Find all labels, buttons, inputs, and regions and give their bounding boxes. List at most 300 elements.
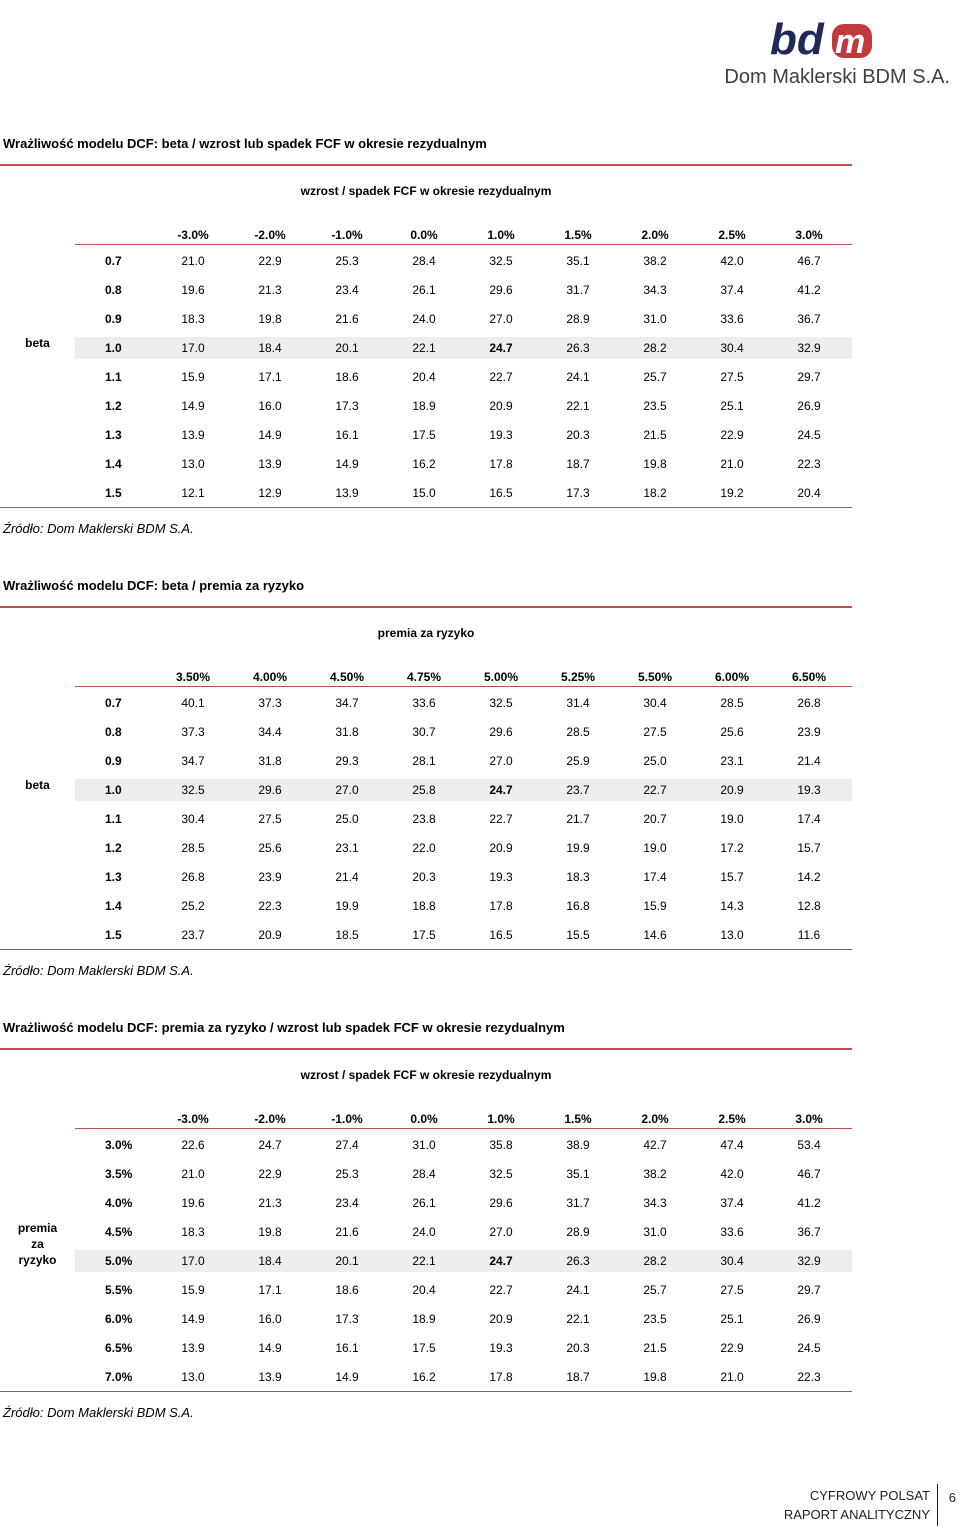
table-cell: 16.1: [335, 428, 359, 442]
table-cell: 23.4: [335, 1196, 359, 1210]
table-cell: 41.2: [797, 283, 821, 297]
table-cell: 32.9: [797, 341, 821, 355]
table-cell: 31.7: [566, 1196, 590, 1210]
table-bottom-border: [0, 949, 852, 950]
table-cell: 16.8: [566, 899, 590, 913]
table-cell: 19.8: [258, 312, 282, 326]
table-cell: 14.9: [335, 457, 359, 471]
table-cell: 34.3: [643, 1196, 667, 1210]
table-cell: 13.0: [720, 928, 744, 942]
table-cell: 20.4: [412, 370, 436, 384]
table-cell: 23.5: [643, 1312, 667, 1326]
table-cell: 29.7: [797, 370, 821, 384]
table-cell: 36.7: [797, 312, 821, 326]
table-cell: 18.9: [412, 1312, 436, 1326]
header-divider: [75, 686, 852, 687]
table-cell: 29.6: [489, 1196, 513, 1210]
table-cell: 28.2: [643, 341, 667, 355]
table-cell: 18.7: [566, 457, 590, 471]
table-cell: 24.7: [258, 1138, 282, 1152]
table-cell: 22.1: [566, 399, 590, 413]
table-cell: 25.6: [720, 725, 744, 739]
column-header: 0.0%: [410, 228, 438, 242]
table-cell: 20.1: [335, 1254, 359, 1268]
table-cell: 20.9: [720, 783, 744, 797]
column-header: -2.0%: [254, 1112, 286, 1126]
row-group-header: beta: [25, 336, 50, 350]
table-cell: 31.8: [258, 754, 282, 768]
row-label: 0.7: [105, 254, 122, 268]
company-logo: [690, 8, 950, 88]
table-cell: 20.3: [412, 870, 436, 884]
table-cell: 21.3: [258, 283, 282, 297]
table-cell: 31.0: [412, 1138, 436, 1152]
table-cell: 25.6: [258, 841, 282, 855]
table-cell: 19.6: [181, 1196, 205, 1210]
table-cell: 26.1: [412, 1196, 436, 1210]
table-cell: 21.6: [335, 312, 359, 326]
column-header: 3.50%: [175, 670, 211, 684]
column-header: -3.0%: [177, 1112, 209, 1126]
table-cell: 20.7: [643, 812, 667, 826]
table-cell: 20.3: [566, 428, 590, 442]
table-cell: 17.5: [412, 428, 436, 442]
table-cell: 16.0: [258, 1312, 282, 1326]
table-cell: 23.9: [797, 725, 821, 739]
table-cell: 22.7: [489, 370, 513, 384]
column-header: 4.75%: [406, 670, 442, 684]
table-cell: 22.3: [797, 1370, 821, 1384]
table-cell: 17.3: [335, 1312, 359, 1326]
table-cell: 17.8: [489, 1370, 513, 1384]
table-cell: 30.4: [720, 341, 744, 355]
table-cell: 20.4: [797, 486, 821, 500]
base-case-cell: 24.7: [489, 341, 513, 355]
table-cell: 14.9: [258, 1341, 282, 1355]
column-group-header: wzrost / spadek FCF w okresie rezydualnym: [300, 1068, 552, 1082]
table-cell: 26.9: [797, 1312, 821, 1326]
table-cell: 18.4: [258, 341, 282, 355]
table-cell: 15.9: [181, 1283, 205, 1297]
table-cell: 37.4: [720, 283, 744, 297]
table-cell: 13.9: [181, 428, 205, 442]
table-cell: 26.3: [566, 1254, 590, 1268]
table-cell: 13.0: [181, 457, 205, 471]
table-cell: 21.5: [643, 1341, 667, 1355]
row-group-header: premia za ryzyko: [17, 1221, 58, 1267]
table-cell: 22.9: [258, 254, 282, 268]
table-cell: 22.9: [258, 1167, 282, 1181]
table-cell: 31.0: [643, 312, 667, 326]
table-cell: 17.8: [489, 457, 513, 471]
table-cell: 19.9: [335, 899, 359, 913]
table-cell: 20.3: [566, 1341, 590, 1355]
table-cell: 11.6: [797, 928, 821, 942]
table-cell: 35.8: [489, 1138, 513, 1152]
table-cell: 18.7: [566, 1370, 590, 1384]
table-cell: 34.4: [258, 725, 282, 739]
table-cell: 19.3: [489, 870, 513, 884]
table-cell: 20.9: [258, 928, 282, 942]
table-cell: 17.0: [181, 341, 205, 355]
table-cell: 25.0: [643, 754, 667, 768]
table-cell: 32.9: [797, 1254, 821, 1268]
table-cell: 17.0: [181, 1254, 205, 1268]
table-cell: 38.2: [643, 254, 667, 268]
row-label: 1.4: [105, 899, 122, 913]
table-cell: 25.9: [566, 754, 590, 768]
table-cell: 19.8: [643, 457, 667, 471]
table-cell: 27.0: [489, 312, 513, 326]
table-cell: 15.7: [720, 870, 744, 884]
table-cell: 46.7: [797, 1167, 821, 1181]
table-cell: 19.3: [489, 1341, 513, 1355]
base-case-cell: 24.7: [489, 1254, 513, 1268]
table-cell: 27.0: [335, 783, 359, 797]
table-cell: 18.3: [181, 1225, 205, 1239]
row-label: 1.1: [105, 812, 122, 826]
table-cell: 35.1: [566, 254, 590, 268]
table-cell: 46.7: [797, 254, 821, 268]
header-divider: [75, 1128, 852, 1129]
table-cell: 23.8: [412, 812, 436, 826]
row-label: 6.5%: [105, 1341, 133, 1355]
table-cell: 17.4: [797, 812, 821, 826]
table-cell: 20.9: [489, 841, 513, 855]
table-cell: 17.5: [412, 928, 436, 942]
table-cell: 41.2: [797, 1196, 821, 1210]
table-cell: 34.7: [181, 754, 205, 768]
table-cell: 22.9: [720, 1341, 744, 1355]
table-cell: 27.5: [258, 812, 282, 826]
table-cell: 53.4: [797, 1138, 821, 1152]
row-label: 1.5: [105, 928, 122, 942]
row-label: 3.0%: [105, 1138, 133, 1152]
table-cell: 19.8: [643, 1370, 667, 1384]
table-cell: 30.4: [643, 696, 667, 710]
table-cell: 23.7: [566, 783, 590, 797]
table-cell: 32.5: [489, 254, 513, 268]
table-cell: 27.4: [335, 1138, 359, 1152]
row-label: 0.8: [105, 283, 122, 297]
table-cell: 24.5: [797, 428, 821, 442]
table-cell: 30.7: [412, 725, 436, 739]
table-cell: 13.9: [258, 457, 282, 471]
table-cell: 29.7: [797, 1283, 821, 1297]
base-case-cell: 24.7: [489, 783, 513, 797]
table-cell: 22.0: [412, 841, 436, 855]
table-cell: 30.4: [720, 1254, 744, 1268]
table-cell: 21.7: [566, 812, 590, 826]
table-cell: 28.2: [643, 1254, 667, 1268]
table-cell: 26.8: [797, 696, 821, 710]
table-cell: 19.2: [720, 486, 744, 500]
table-cell: 42.0: [720, 1167, 744, 1181]
table-cell: 17.1: [258, 370, 282, 384]
column-header: 2.5%: [718, 1112, 746, 1126]
table-cell: 42.0: [720, 254, 744, 268]
table-cell: 18.6: [335, 370, 359, 384]
table-cell: 28.5: [181, 841, 205, 855]
table-cell: 26.1: [412, 283, 436, 297]
table-cell: 16.1: [335, 1341, 359, 1355]
table-cell: 14.6: [643, 928, 667, 942]
table-title: Wrażliwość modelu DCF: premia za ryzyko / wzrost lub spadek FCF w okresie rezydualnym: [3, 1020, 565, 1035]
table-cell: 24.1: [566, 370, 590, 384]
table-cell: 32.5: [489, 696, 513, 710]
table-cell: 25.0: [335, 812, 359, 826]
table-cell: 20.9: [489, 399, 513, 413]
table-cell: 37.3: [258, 696, 282, 710]
table-bottom-border: [0, 1391, 852, 1392]
column-header: -3.0%: [177, 228, 209, 242]
row-label: 1.3: [105, 870, 122, 884]
row-label: 1.3: [105, 428, 122, 442]
table-cell: 22.6: [181, 1138, 205, 1152]
column-header: 5.00%: [483, 670, 519, 684]
table-cell: 23.1: [335, 841, 359, 855]
source-note: Źródło: Dom Maklerski BDM S.A.: [3, 1405, 194, 1420]
table-cell: 38.2: [643, 1167, 667, 1181]
table-cell: 26.8: [181, 870, 205, 884]
column-header: 4.50%: [329, 670, 365, 684]
table-cell: 16.2: [412, 1370, 436, 1384]
table-cell: 23.4: [335, 283, 359, 297]
table-cell: 15.7: [797, 841, 821, 855]
table-cell: 18.9: [412, 399, 436, 413]
column-header: 1.5%: [564, 1112, 592, 1126]
column-header: 1.0%: [487, 1112, 515, 1126]
table-cell: 34.7: [335, 696, 359, 710]
row-label: 1.4: [105, 457, 122, 471]
table-cell: 40.1: [181, 696, 205, 710]
table-cell: 28.9: [566, 1225, 590, 1239]
row-label: 0.9: [105, 312, 122, 326]
table-cell: 25.1: [720, 1312, 744, 1326]
table-cell: 22.1: [412, 1254, 436, 1268]
table-cell: 25.7: [643, 1283, 667, 1297]
table-cell: 20.1: [335, 341, 359, 355]
table-cell: 17.4: [643, 870, 667, 884]
table-cell: 19.3: [797, 783, 821, 797]
footer-company: CYFROWY POLSAT: [809, 1488, 930, 1503]
table-cell: 31.4: [566, 696, 590, 710]
table-cell: 13.0: [181, 1370, 205, 1384]
table-cell: 21.5: [643, 428, 667, 442]
title-underline: [0, 606, 852, 608]
table-cell: 12.9: [258, 486, 282, 500]
table-cell: 29.6: [258, 783, 282, 797]
logo-bd-mark: bd: [770, 15, 824, 64]
table-cell: 14.3: [720, 899, 744, 913]
table-cell: 29.3: [335, 754, 359, 768]
table-cell: 18.8: [412, 899, 436, 913]
table-cell: 18.4: [258, 1254, 282, 1268]
table-cell: 22.7: [489, 812, 513, 826]
table-cell: 18.3: [566, 870, 590, 884]
table-cell: 25.7: [643, 370, 667, 384]
table-cell: 31.8: [335, 725, 359, 739]
column-group-header: wzrost / spadek FCF w okresie rezydualnym: [300, 184, 552, 198]
table-cell: 14.9: [335, 1370, 359, 1384]
table-cell: 37.4: [720, 1196, 744, 1210]
table-cell: 31.0: [643, 1225, 667, 1239]
table-cell: 22.3: [258, 899, 282, 913]
table-cell: 18.2: [643, 486, 667, 500]
table-cell: 29.6: [489, 283, 513, 297]
column-header: 3.0%: [795, 228, 823, 242]
table-cell: 24.0: [412, 1225, 436, 1239]
table-cell: 19.0: [643, 841, 667, 855]
table-cell: 14.2: [797, 870, 821, 884]
table-cell: 25.3: [335, 254, 359, 268]
row-label: 0.7: [105, 696, 122, 710]
table-cell: 42.7: [643, 1138, 667, 1152]
table-cell: 47.4: [720, 1138, 744, 1152]
table-cell: 28.1: [412, 754, 436, 768]
row-label: 5.0%: [105, 1254, 133, 1268]
column-header: -1.0%: [331, 228, 363, 242]
page-number: 6: [948, 1490, 956, 1505]
table-cell: 23.5: [643, 399, 667, 413]
table-cell: 36.7: [797, 1225, 821, 1239]
table-cell: 15.9: [181, 370, 205, 384]
table-cell: 21.4: [335, 870, 359, 884]
table-cell: 24.1: [566, 1283, 590, 1297]
table-cell: 17.5: [412, 1341, 436, 1355]
column-header: -1.0%: [331, 1112, 363, 1126]
table-cell: 26.3: [566, 341, 590, 355]
bdm-logo-icon: [768, 8, 878, 64]
column-header: 3.0%: [795, 1112, 823, 1126]
table-cell: 12.1: [181, 486, 205, 500]
row-label: 6.0%: [105, 1312, 133, 1326]
table-cell: 23.9: [258, 870, 282, 884]
table-cell: 15.9: [643, 899, 667, 913]
table-cell: 19.8: [258, 1225, 282, 1239]
row-label: 1.5: [105, 486, 122, 500]
row-label: 1.1: [105, 370, 122, 384]
table-cell: 20.4: [412, 1283, 436, 1297]
table-cell: 22.7: [489, 1283, 513, 1297]
table-cell: 22.7: [643, 783, 667, 797]
row-label: 3.5%: [105, 1167, 133, 1181]
table-cell: 24.0: [412, 312, 436, 326]
table-cell: 27.5: [720, 1283, 744, 1297]
table-cell: 14.9: [181, 399, 205, 413]
table-cell: 28.4: [412, 254, 436, 268]
table-cell: 25.2: [181, 899, 205, 913]
row-label: 7.0%: [105, 1370, 133, 1384]
column-header: 5.25%: [560, 670, 596, 684]
table-cell: 21.4: [797, 754, 821, 768]
row-label: 5.5%: [105, 1283, 133, 1297]
column-header: 1.5%: [564, 228, 592, 242]
table-cell: 21.3: [258, 1196, 282, 1210]
table-cell: 30.4: [181, 812, 205, 826]
source-note: Źródło: Dom Maklerski BDM S.A.: [3, 521, 194, 536]
column-header: 0.0%: [410, 1112, 438, 1126]
table-cell: 26.9: [797, 399, 821, 413]
table-cell: 33.6: [412, 696, 436, 710]
footer-report-type: RAPORT ANALITYCZNY: [783, 1507, 930, 1522]
column-header: 6.00%: [714, 670, 750, 684]
table-cell: 29.6: [489, 725, 513, 739]
table-cell: 15.5: [566, 928, 590, 942]
row-label: 0.8: [105, 725, 122, 739]
table-cell: 19.6: [181, 283, 205, 297]
table-cell: 27.5: [720, 370, 744, 384]
table-cell: 25.8: [412, 783, 436, 797]
table-cell: 21.0: [181, 1167, 205, 1181]
title-underline: [0, 1048, 852, 1050]
table-cell: 27.5: [643, 725, 667, 739]
row-label: 4.0%: [105, 1196, 133, 1210]
company-name: Dom Maklerski BDM S.A.: [724, 66, 950, 88]
table-cell: 22.9: [720, 428, 744, 442]
table-cell: 14.9: [181, 1312, 205, 1326]
column-header: 5.50%: [637, 670, 673, 684]
column-header: 1.0%: [487, 228, 515, 242]
table-cell: 25.3: [335, 1167, 359, 1181]
table-cell: 13.9: [181, 1341, 205, 1355]
table-cell: 18.6: [335, 1283, 359, 1297]
table-cell: 19.9: [566, 841, 590, 855]
column-header: 2.0%: [641, 1112, 669, 1126]
table-cell: 25.1: [720, 399, 744, 413]
table-cell: 17.3: [335, 399, 359, 413]
table-cell: 13.9: [258, 1370, 282, 1384]
table-cell: 28.5: [566, 725, 590, 739]
table-title: Wrażliwość modelu DCF: beta / wzrost lub spadek FCF w okresie rezydualnym: [3, 136, 487, 151]
column-header: 4.00%: [252, 670, 288, 684]
row-group-header: beta: [25, 778, 50, 792]
table-cell: 32.5: [181, 783, 205, 797]
row-label: 1.2: [105, 841, 122, 855]
table-cell: 18.3: [181, 312, 205, 326]
table-cell: 27.0: [489, 754, 513, 768]
table-bottom-border: [0, 507, 852, 508]
table-cell: 21.0: [181, 254, 205, 268]
table-cell: 34.3: [643, 283, 667, 297]
table-cell: 38.9: [566, 1138, 590, 1152]
column-header: 2.0%: [641, 228, 669, 242]
table-cell: 27.0: [489, 1225, 513, 1239]
source-note: Źródło: Dom Maklerski BDM S.A.: [3, 963, 194, 978]
table-cell: 15.0: [412, 486, 436, 500]
table-cell: 21.6: [335, 1225, 359, 1239]
footer: [784, 1486, 930, 1524]
table-cell: 28.9: [566, 312, 590, 326]
table-cell: 19.0: [720, 812, 744, 826]
logo-m-mark: m: [835, 23, 866, 61]
row-label: 1.0: [105, 341, 122, 355]
header-divider: [75, 244, 852, 245]
table-title: Wrażliwość modelu DCF: beta / premia za ryzyko: [3, 578, 305, 593]
table-cell: 17.2: [720, 841, 744, 855]
table-cell: 16.5: [489, 928, 513, 942]
table-cell: 16.2: [412, 457, 436, 471]
table-cell: 33.6: [720, 1225, 744, 1239]
title-underline: [0, 164, 852, 166]
column-header: -2.0%: [254, 228, 286, 242]
table-cell: 21.0: [720, 1370, 744, 1384]
table-cell: 22.1: [566, 1312, 590, 1326]
table-cell: 13.9: [335, 486, 359, 500]
column-header: 2.5%: [718, 228, 746, 242]
table-cell: 17.3: [566, 486, 590, 500]
column-header: 6.50%: [791, 670, 827, 684]
